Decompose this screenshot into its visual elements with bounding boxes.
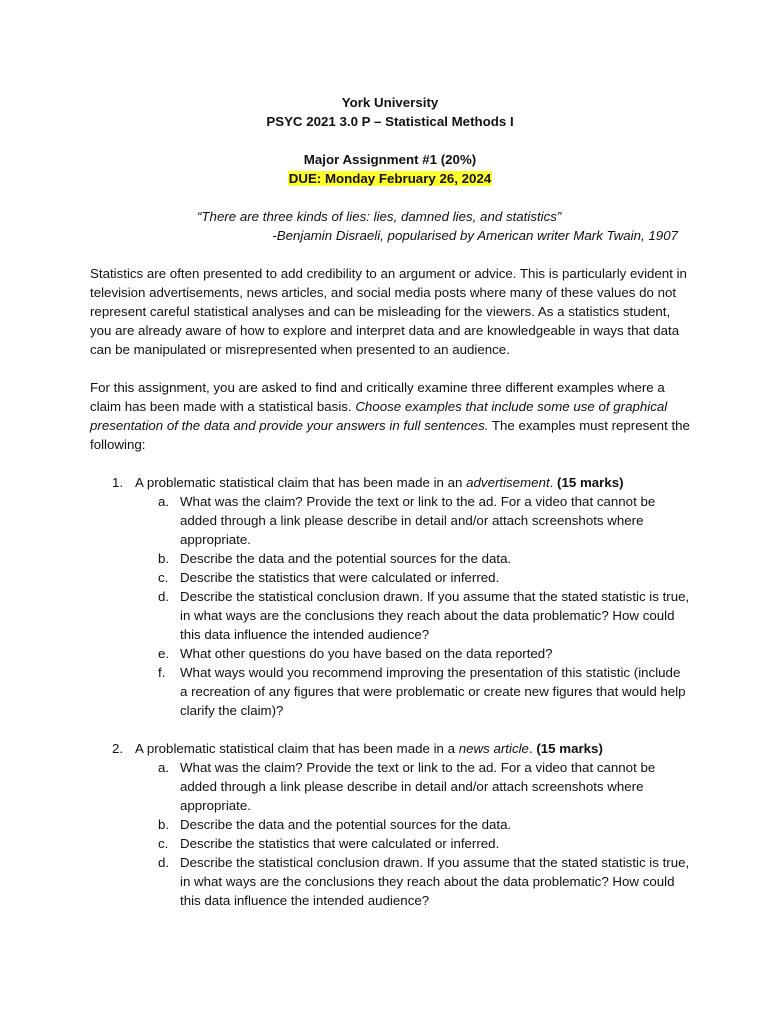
sub-question-letter: b. [158, 817, 170, 832]
question-number: 2. [112, 741, 124, 756]
sub-question-letter: d. [158, 589, 170, 604]
sub-question-text: Describe the data and the potential sources for the data. [180, 551, 512, 566]
question-number: 1. [112, 475, 124, 490]
university-name: York University [341, 95, 439, 110]
intro-paragraph-2-emphasis: Choose examples that include some use of graphical presentation of the data and provide your answers in full sentences. [90, 399, 668, 433]
sub-question-text: What ways would you recommend improving the presentation of this statistic (include a recreation of any figures that were problematic or create new figures that would help clarify the claim)? [180, 665, 686, 718]
sub-question-item [135, 834, 690, 853]
sub-question-item [135, 758, 690, 815]
question-item [90, 473, 690, 720]
intro-paragraph-1: Statistics are often presented to add credibility to an argument or advice. This is particularly evident in television advertisements, news articles, and social media posts where many of these values do not represent careful statistical analyses and can be misleading for the viewers. As a statistics student, you are already aware of how to explore and interpret data and are knowledgeable in ways that data can be manipulated or misrepresented when presented to an audience. [90, 266, 687, 357]
due-date-highlight: DUE: Monday February 26, 2024 [288, 171, 492, 186]
document-header [90, 93, 690, 188]
question-marks: (15 marks) [536, 741, 603, 756]
question-prompt [135, 739, 690, 758]
sub-question-text: Describe the data and the potential sources for the data. [180, 817, 512, 832]
intro-paragraph-2-start: For this assignment, you are asked to find and critically examine three different examples where a claim has been made with a statistical basis. [90, 380, 665, 414]
sub-question-item [135, 644, 690, 663]
sub-question-list [135, 758, 690, 910]
sub-question-letter: f. [158, 665, 166, 680]
sub-question-text: What was the claim? Provide the text or link to the ad. For a video that cannot be added through a link please describe in detail and/or attach screenshots where appropriate. [180, 494, 656, 547]
sub-question-letter: c. [158, 570, 169, 585]
sub-question-text: What other questions do you have based on the data reported? [180, 646, 553, 661]
sub-question-text: Describe the statistics that were calculated or inferred. [180, 836, 500, 851]
question-prompt-emphasis: news article [458, 741, 529, 756]
question-prompt-punct: . [549, 475, 558, 490]
sub-question-list [135, 492, 690, 720]
document-page [90, 93, 690, 910]
sub-question-letter: d. [158, 855, 170, 870]
question-prompt-emphasis: advertisement [466, 475, 550, 490]
question-item [90, 739, 690, 910]
sub-question-item [135, 853, 690, 910]
sub-question-text: Describe the statistical conclusion drawn. If you assume that the stated statistic is true, in what ways are the conclusions they reach about the data problematic? How could this data influence the intended audience? [180, 589, 690, 642]
course-title: PSYC 2021 3.0 P – Statistical Methods I [266, 114, 514, 129]
assignment-title: Major Assignment #1 (20%) [303, 152, 477, 167]
sub-question-item [135, 587, 690, 644]
sub-question-item [135, 568, 690, 587]
question-prompt-text: A problematic statistical claim that has been made in a [135, 741, 459, 756]
sub-question-letter: b. [158, 551, 170, 566]
question-marks: (15 marks) [557, 475, 624, 490]
quote-text: “There are three kinds of lies: lies, damned lies, and statistics” [197, 209, 562, 224]
sub-question-item [135, 492, 690, 549]
sub-question-letter: e. [158, 646, 170, 661]
intro-paragraph-2 [90, 378, 690, 454]
question-prompt-punct: . [528, 741, 537, 756]
intro-paragraph-2-end: The examples must represent the following: [90, 418, 690, 452]
sub-question-letter: a. [158, 494, 170, 509]
due-date-line [90, 169, 690, 188]
sub-question-text: Describe the statistics that were calculated or inferred. [180, 570, 500, 585]
sub-question-item [135, 549, 690, 568]
sub-question-text: What was the claim? Provide the text or link to the ad. For a video that cannot be added through a link please describe in detail and/or attach screenshots where appropriate. [180, 760, 656, 813]
sub-question-text: Describe the statistical conclusion drawn. If you assume that the stated statistic is true, in what ways are the conclusions they reach about the data problematic? How could this data influence the intended audience? [180, 855, 690, 908]
question-prompt-text: A problematic statistical claim that has been made in an [135, 475, 467, 490]
epigraph [90, 207, 690, 245]
question-prompt [135, 473, 690, 492]
sub-question-letter: c. [158, 836, 169, 851]
quote-attribution: -Benjamin Disraeli, popularised by American writer Mark Twain, 1907 [272, 228, 678, 243]
sub-question-item [135, 663, 690, 720]
question-list [90, 473, 690, 910]
sub-question-item [135, 815, 690, 834]
sub-question-letter: a. [158, 760, 170, 775]
